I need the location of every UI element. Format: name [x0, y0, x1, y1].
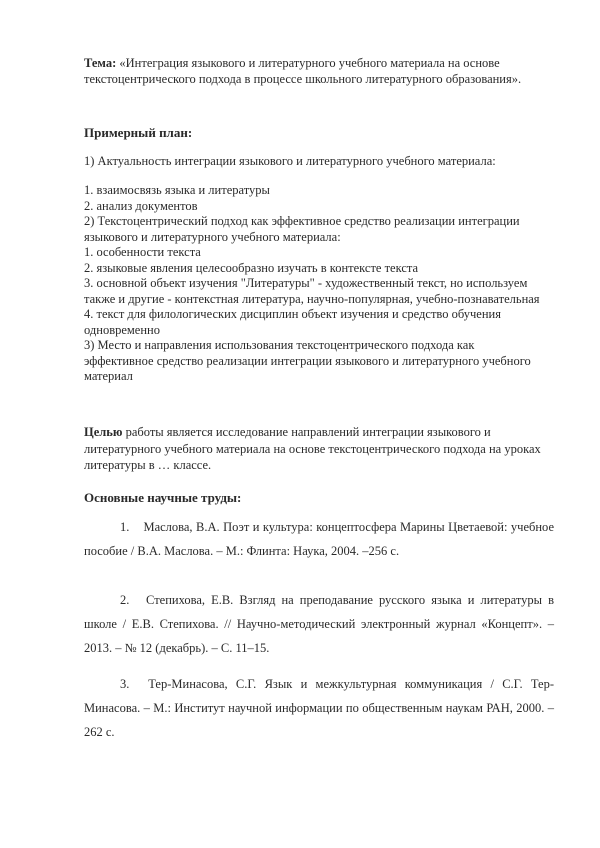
- reference-item: [84, 515, 554, 563]
- topic-label: Тема:: [84, 56, 117, 70]
- plan-line: 1. взаимосвязь языка и литературы: [84, 183, 270, 197]
- plan-line: 4. текст для филологических дисциплин объект изучения и средство обучения одновременно: [84, 307, 501, 337]
- plan-line: 2. анализ документов: [84, 198, 198, 213]
- goal-paragraph: [84, 424, 544, 474]
- reference-number: 2.: [120, 593, 130, 607]
- reference-item: [84, 588, 554, 660]
- reference-text: Маслова, В.А. Поэт и культура: концептосфера Марины Цветаевой: учебное пособие / В.А. Маслова. – М.: Флинта: Наука, 2004. –256 с.: [84, 520, 554, 558]
- reference-number: 3.: [120, 677, 130, 691]
- plan-list: [84, 183, 544, 385]
- plan-line: 2. языковые явления целесообразно изучать в контексте текста: [84, 260, 419, 275]
- plan-item-1: 1) Актуальность интеграции языкового и литературного учебного материала:: [84, 154, 496, 168]
- plan-line: 3) Место и направления использования текстоцентрического подхода как эффективное средство реализации интеграции языкового и литературного учебного материал: [84, 338, 531, 383]
- plan-line: 1. особенности текста: [84, 245, 201, 259]
- reference-text: Степихова, Е.В. Взгляд на преподавание русского языка и литературы в школе / Е.В. Степихова. // Научно-методический электронный журнал «Концепт». – 2013. – № 12 (декабрь). – С. 11–15.: [84, 593, 555, 655]
- reference-text: Тер-Минасова, С.Г. Язык и межкультурная коммуникация / С.Г. Тер-Минасова. – М.: Институт научной информации по общественным наукам РАН, 2000. – 262 с.: [84, 677, 554, 739]
- plan-heading: Примерный план:: [84, 125, 193, 140]
- works-heading: Основные научные труды:: [84, 490, 242, 505]
- goal-label: Целью: [84, 425, 123, 439]
- goal-text: работы является исследование направлений интеграции языкового и литературного учебного материала на основе текстоцентрического подхода на уроках литературы в … классе.: [84, 425, 541, 472]
- plan-line: 3. основной объект изучения "Литературы" - художественный текст, но используем также и другие - контекстная литература, научно-популярная, учебно-познавательная: [84, 276, 540, 306]
- topic-paragraph: [84, 55, 544, 87]
- topic-text: «Интеграция языкового и литературного учебного материала на основе текстоцентрического подхода в процессе школьного литературного образования».: [84, 56, 522, 86]
- reference-item: [84, 672, 554, 744]
- reference-number: 1.: [120, 520, 130, 534]
- plan-line: 2) Текстоцентрический подход как эффективное средство реализации интеграции языкового и литературного учебного материала:: [84, 214, 520, 244]
